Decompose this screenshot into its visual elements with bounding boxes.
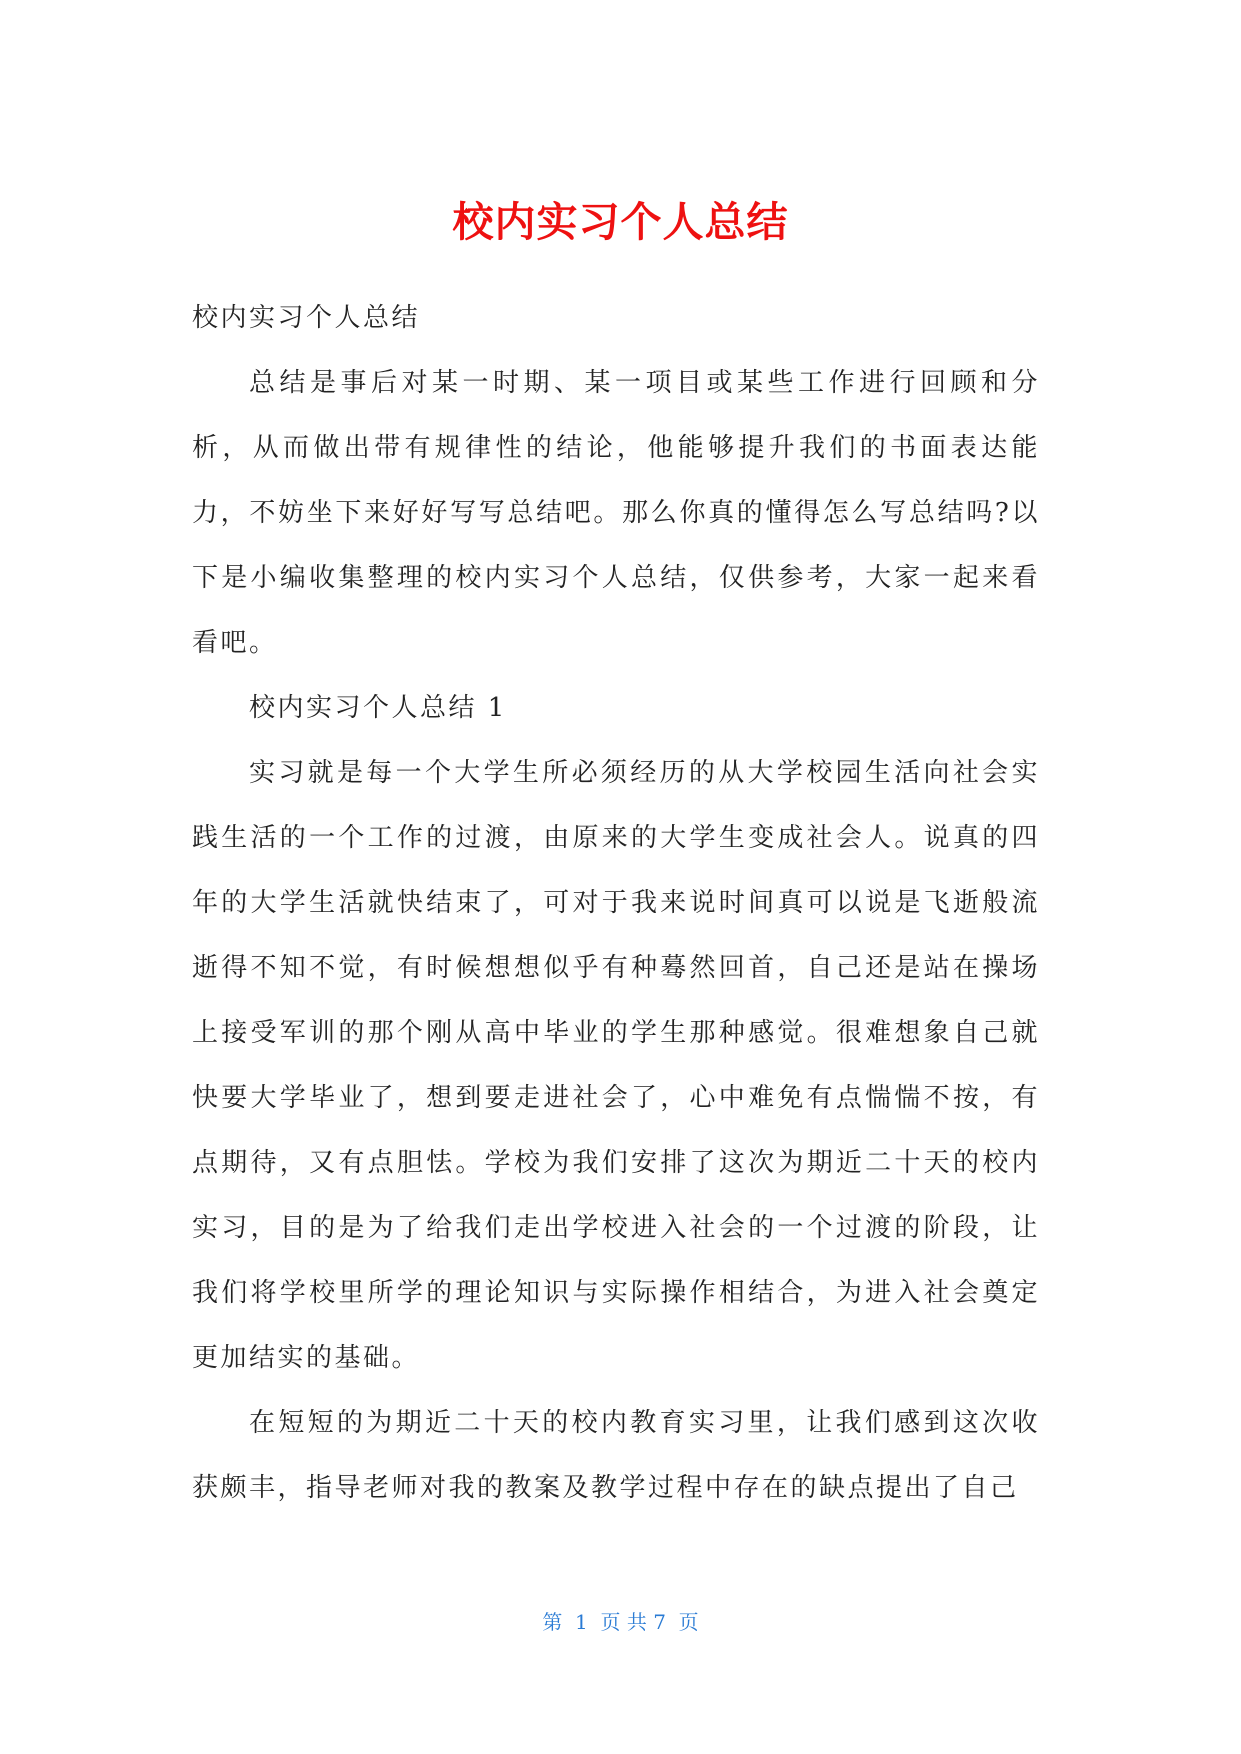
paragraph-subtitle: 校内实习个人总结: [192, 303, 421, 333]
paragraph-intro: 总结是事后对某一时期、某一项目或某些工作进行回顾和分析，从而做出带有规律性的结论，他能够提升我们的书面表达能力，不妨坐下来好好写写总结吧。那么你真的懂得怎么写总结吗?以下是小编收集整理的校内实习个人总结，仅供参考，大家一起来看看吧。: [192, 368, 1040, 658]
paragraph-section-heading: 校内实习个人总结 1: [249, 693, 507, 723]
page-number-footer: 第 1 页 共 7 页: [542, 1610, 699, 1634]
document-title: 校内实习个人总结: [452, 198, 789, 246]
document-body: [192, 286, 1040, 1521]
paragraph-body-2: 在短短的为期近二十天的校内教育实习里，让我们感到这次收获颇丰，指导老师对我的教案及教学过程中存在的缺点提出了自己: [192, 1408, 1040, 1503]
paragraph-body-1: 实习就是每一个大学生所必须经历的从大学校园生活向社会实践生活的一个工作的过渡，由原来的大学生变成社会人。说真的四年的大学生活就快结束了，可对于我来说时间真可以说是飞逝般流逝得不知不觉，有时候想想似乎有种蓦然回首，自己还是站在操场上接受军训的那个刚从高中毕业的学生那种感觉。很难想象自己就快要大学毕业了，想到要走进社会了，心中难免有点惴惴不按，有点期待，又有点胆怯。学校为我们安排了这次为期近二十天的校内实习，目的是为了给我们走出学校进入社会的一个过渡的阶段，让我们将学校里所学的理论知识与实际操作相结合，为进入社会奠定更加结实的基础。: [192, 758, 1040, 1373]
